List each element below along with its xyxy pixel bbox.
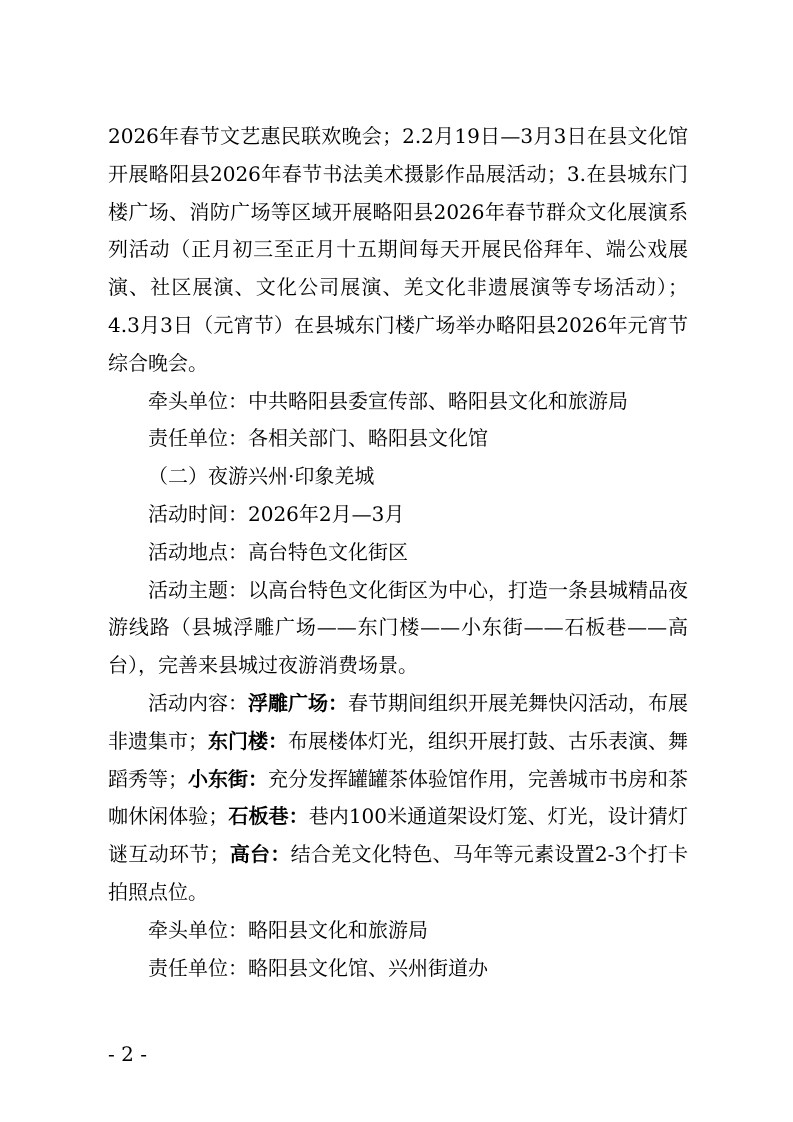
dongmenlou-text: 布展楼体灯光，组织开展打鼓、古乐表演、舞蹈秀等； [108,728,688,791]
fudiao-square-text: 春节期间组织开展羌舞快闪活动，布展非遗集市； [108,690,688,753]
activity-content-label: 活动内容： [148,690,248,715]
location-xiaodongjie: 小东街： [188,766,268,791]
location-gaotai: 高台： [229,842,291,867]
location-dongmenlou: 东门楼： [208,728,288,753]
gaotai-text: 结合羌文化特色、马年等元素设置2-3个打卡拍照点位。 [108,842,689,904]
paragraph-activity-theme: 活动主题：以高台特色文化街区为中心，打造一条县城精品夜游线路（县城浮雕广场——东门楼——小东街——石板巷——高台），完善来县城过夜游消费场景。 [108,577,688,678]
paragraph-activity-time: 活动时间：2026年2月—3月 [148,501,405,526]
xiaodongjie-text: 充分发挥罐罐茶体验馆作用，完善城市书房和茶咖休闲体验； [108,766,688,829]
location-fudiao-square: 浮雕广场： [248,690,348,715]
shibanxiang-text: 巷内100米通道架设灯笼、灯光，设计猜灯谜互动环节； [108,804,689,867]
paragraph-responsible-unit: 责任单位：各相关部门、略阳县文化馆 [148,426,488,451]
paragraph-lead-unit: 牵头单位：中共略阳县委宣传部、略阳县文化和旅游局 [148,388,628,413]
section-heading: （二）夜游兴州·印象羌城 [148,464,375,489]
page-number: - 2 - [108,1042,147,1066]
paragraph-event-list: 2026年春节文艺惠民联欢晚会；2.2月19日—3月3日在县文化馆开展略阳县2026年春节书法美术摄影作品展活动；3.在县城东门楼广场、消防广场等区域开展略阳县2026年春节群众文化展演系列活动（正月初三至正月十五期间每天开展民俗拜年、端公戏展演、社区展演、文化公司展演、羌文化非遗展演等专场活动）；4.3月3日（元宵节）在县城东门楼广场举办略阳县2026年元宵节综合晚会。 [108,124,688,375]
document-body [108,118,688,987]
paragraph-lead-unit-2: 牵头单位：略阳县文化和旅游局 [148,917,428,942]
paragraph-activity-content [108,685,688,912]
location-shibanxiang: 石板巷： [228,804,309,829]
paragraph-responsible-unit-2: 责任单位：略阳县文化馆、兴州街道办 [148,955,488,980]
paragraph-activity-location: 活动地点：高台特色文化街区 [148,539,408,564]
